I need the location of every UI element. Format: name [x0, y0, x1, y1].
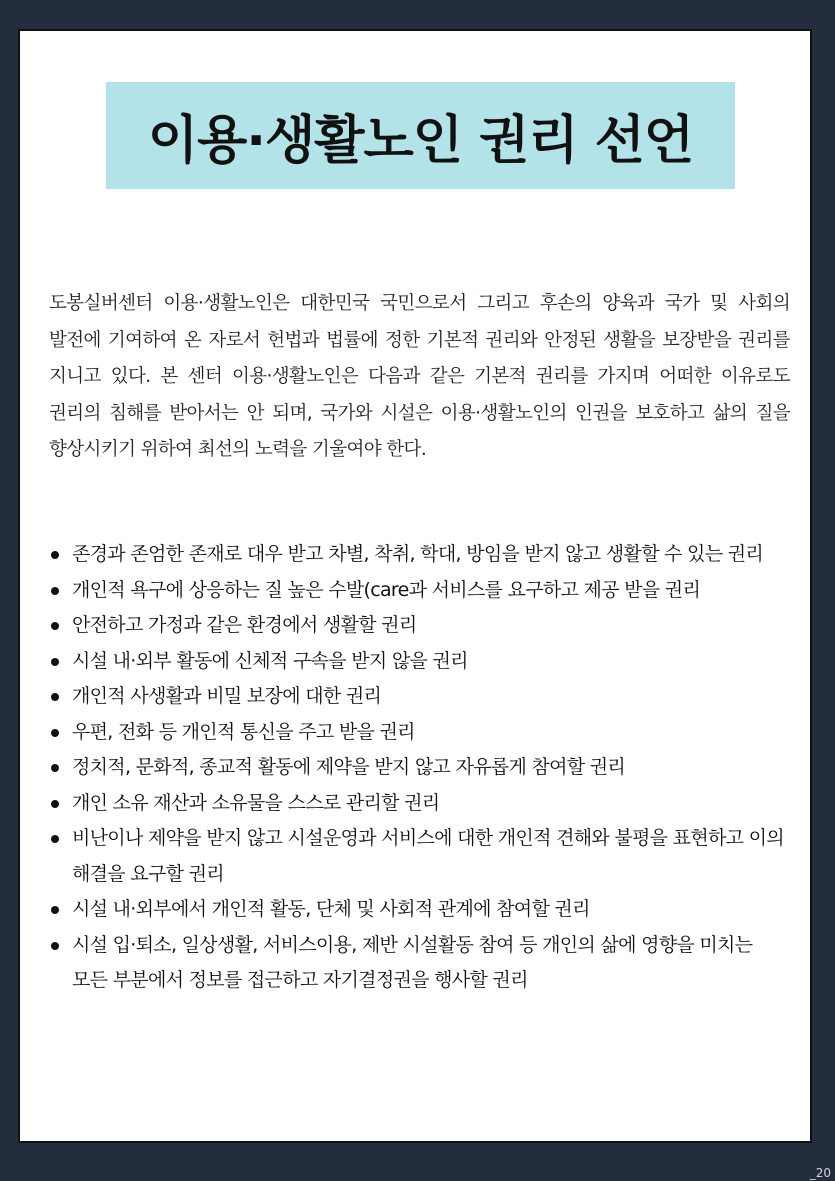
bullet-icon — [51, 800, 59, 808]
rights-item-text: 개인 소유 재산과 소유물을 스스로 관리할 권리 — [72, 791, 440, 814]
bullet-icon — [51, 906, 59, 914]
rights-item-text: 개인적 욕구에 상응하는 질 높은 수발(care과 서비스를 요구하고 제공 받을 권리 — [72, 578, 701, 601]
bullet-icon — [51, 942, 59, 950]
rights-list-item — [49, 928, 791, 999]
rights-list-item — [49, 786, 791, 822]
rights-item-text: 시설 내·외부 활동에 신체적 구속을 받지 않을 권리 — [72, 649, 468, 672]
rights-item-text: 개인적 사생활과 비밀 보장에 대한 권리 — [72, 685, 382, 707]
rights-list-item — [49, 573, 791, 609]
rights-list-item — [49, 537, 791, 573]
title-banner — [106, 82, 735, 189]
bullet-icon — [51, 622, 59, 630]
rights-item-text: 시설 입·퇴소, 일상생활, 서비스이용, 제반 시설활동 참여 등 개인의 삶에 영향을 미치는 모든 부분에서 정보를 접근하고 자기결정권을 행사할 권리 — [72, 933, 753, 991]
rights-item-text: 우편, 전화 등 개인적 통신을 주고 받을 권리 — [72, 720, 415, 743]
rights-item-text: 안전하고 가정과 같은 환경에서 생활할 권리 — [72, 614, 417, 636]
rights-list-item — [49, 715, 791, 751]
rights-item-text: 존경과 존엄한 존재로 대우 받고 차별, 착취, 학대, 방임을 받지 않고 생활할 수 있는 권리 — [72, 543, 764, 565]
rights-item-text: 시설 내·외부에서 개인적 활동, 단체 및 사회적 관계에 참여할 권리 — [72, 898, 590, 920]
bullet-icon — [51, 587, 59, 595]
intro-paragraph: 도봉실버센터 이용·생활노인은 대한민국 국민으로서 그리고 후손의 양육과 국가 및 사회의 발전에 기여하여 온 자로서 헌법과 법률에 정한 기본적 권리와 안정된 생활을 보장받을 권리를 지니고 있다. 본 센터 이용·생활노인은 다음과 같은 기본적 권리를 가지며 어떠한 이유로도 권리의 침해를 받아서는 안 되며, 국가와 시설은 이용·생활노인의 인권을 보호하고 삶의 질을 향상시키기 위하여 최선의 노력을 기울여야 한다. — [49, 293, 790, 460]
bullet-icon — [51, 658, 59, 666]
rights-list-item — [49, 679, 791, 715]
rights-item-text: 비난이나 제약을 받지 않고 시설운영과 서비스에 대한 개인적 견해와 불평을 표현하고 이의 해결을 요구할 권리 — [72, 827, 784, 885]
rights-list-item — [49, 892, 791, 928]
rights-list-item — [49, 608, 791, 644]
rights-list — [49, 537, 791, 999]
rights-item-text: 정치적, 문화적, 종교적 활동에 제약을 받지 않고 자유롭게 참여할 권리 — [72, 756, 626, 778]
document-page — [18, 29, 812, 1143]
page-number: _20 — [809, 1166, 831, 1180]
rights-list-item — [49, 821, 791, 892]
bullet-icon — [51, 835, 59, 843]
bullet-icon — [51, 764, 59, 772]
bullet-icon — [51, 729, 59, 737]
page-title: 이용·생활노인 권리 선언 — [147, 111, 694, 171]
rights-list-item — [49, 644, 791, 680]
bullet-icon — [51, 693, 59, 701]
bullet-icon — [51, 551, 59, 559]
rights-list-item — [49, 750, 791, 786]
